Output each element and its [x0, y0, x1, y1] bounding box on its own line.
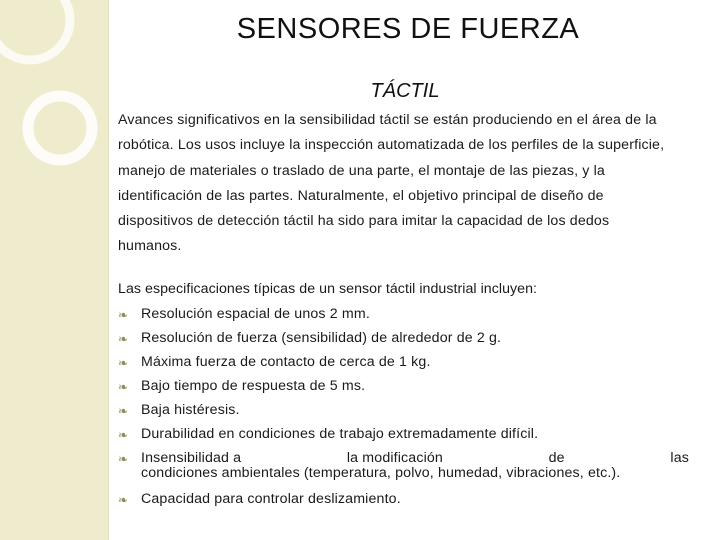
list-item-text: Baja histéresis.	[141, 402, 240, 418]
leaf-bullet-icon: ❧	[118, 380, 129, 394]
paragraph-line: identificación de las partes. Naturalmente, el objetivo principal de diseño de	[118, 187, 604, 204]
word: de	[548, 450, 565, 466]
list-intro: Las especificaciones típicas de un sensor táctil industrial incluyen:	[118, 281, 538, 297]
leaf-bullet-icon: ❧	[118, 493, 129, 507]
list-item-text: Capacidad para controlar deslizamiento.	[141, 491, 401, 507]
ring-middle	[28, 96, 92, 160]
leaf-bullet-icon: ❧	[118, 428, 129, 442]
leaf-bullet-icon: ❧	[118, 452, 129, 466]
paragraph-line: robótica. Los usos incluye la inspección automatizada de los perfiles de la superficie,	[118, 137, 665, 154]
list-item-text: Durabilidad en condiciones de trabajo extremadamente difícil.	[141, 426, 539, 442]
word: Insensibilidad a	[141, 450, 242, 466]
paragraph-line: manejo de materiales o traslado de una parte, el montaje de las piezas, y la	[118, 162, 605, 179]
list-item-text: Resolución espacial de unos 2 mm.	[141, 306, 370, 322]
paragraph-line: dispositivos de detección táctil ha sido para imitar la capacidad de los dedos	[118, 213, 610, 230]
list-item-text	[141, 450, 689, 481]
leaf-bullet-icon: ❧	[118, 308, 129, 322]
list-item-text: Resolución de fuerza (sensibilidad) de alrededor de 2 g.	[141, 330, 502, 346]
list-item-text: Bajo tiempo de respuesta de 5 ms.	[141, 378, 366, 394]
page-subtitle: TÁCTIL	[370, 80, 440, 102]
justified-line	[141, 451, 689, 466]
paragraph-line: Avances significativos en la sensibilidad táctil se están produciendo en el área de la	[118, 112, 657, 128]
leaf-bullet-icon: ❧	[118, 356, 129, 370]
word: la modificación	[346, 450, 443, 466]
paragraph-line: humanos.	[118, 238, 182, 255]
leaf-bullet-icon: ❧	[118, 404, 129, 418]
word: las	[670, 450, 689, 466]
list-item-line2: condiciones ambientales (temperatura, polvo, humedad, vibraciones, etc.).	[141, 465, 621, 481]
page-title: SENSORES DE FUERZA	[236, 13, 580, 45]
list-item-text: Máxima fuerza de contacto de cerca de 1 kg.	[141, 354, 431, 370]
leaf-bullet-icon: ❧	[118, 332, 129, 346]
body-paragraph	[118, 108, 690, 260]
